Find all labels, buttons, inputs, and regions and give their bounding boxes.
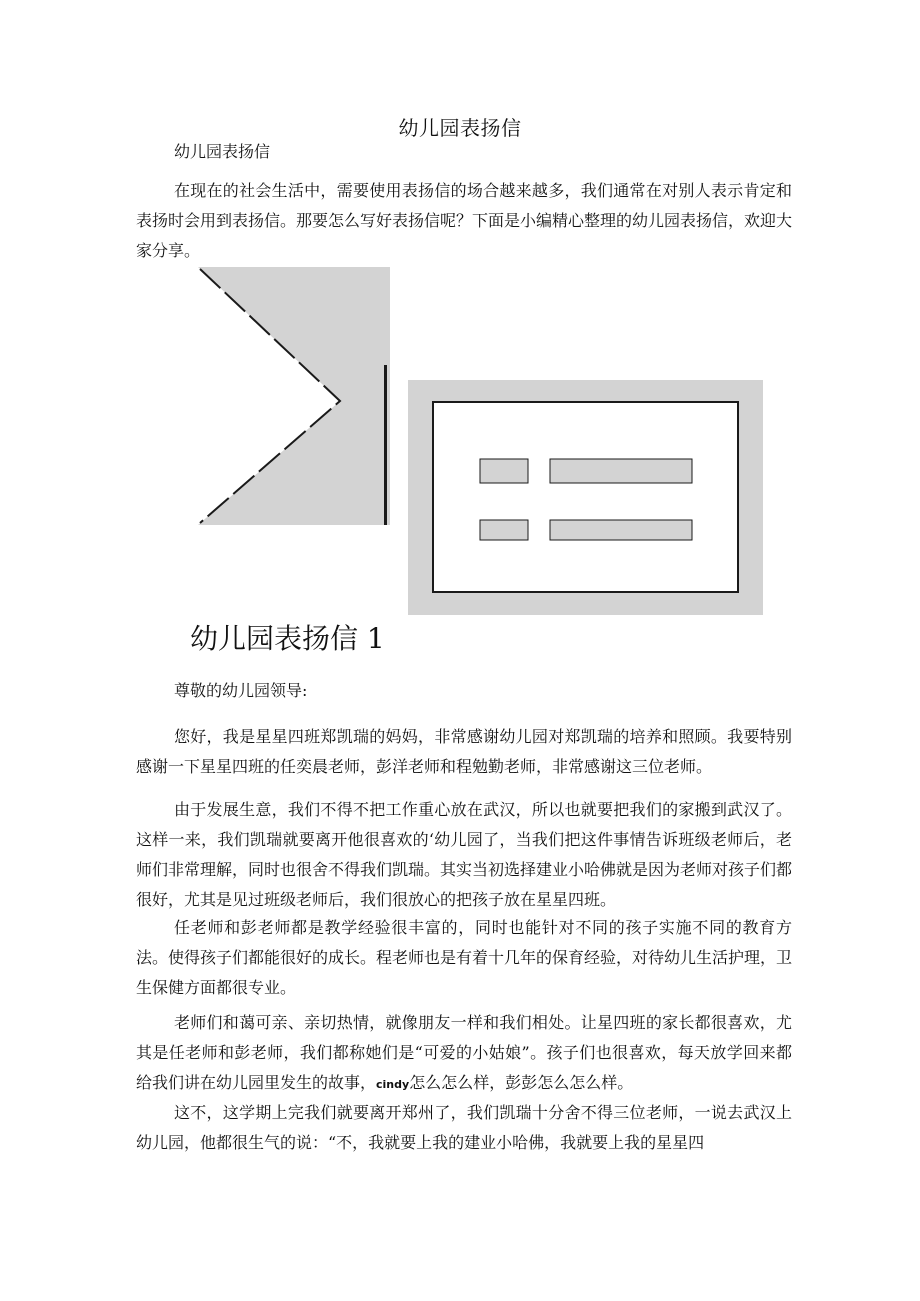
decorative-illustration [198, 267, 768, 623]
letter-paragraph-5: 这不，这学期上完我们就要离开郑州了，我们凯瑞十分舍不得三位老师，一说去武汉上幼儿园，他都很生气的说：“不，我就要上我的建业小哈佛，我就要上我的星星四 [136, 1103, 792, 1152]
letter-paragraph-4 [136, 1008, 792, 1100]
name-cindy: cindy [376, 1078, 410, 1091]
intro-paragraph: 在现在的社会生活中，需要使用表扬信的场合越来越多，我们通常在对别人表示肯定和表扬时会用到表扬信。那要怎么写好表扬信呢？下面是小编精心整理的幼儿园表扬信，欢迎大家分享。 [136, 181, 793, 260]
paragraph-4-end: 怎么怎么样，彭彭怎么怎么样。 [409, 1073, 634, 1092]
paragraph-4-start: 老师们和蔼可亲、亲切热情，就像朋友一样和我们相处。让星四班的家长都很喜欢，尤其是任老师和彭老师，我们都称她们是“可爱的小姑娘”。孩子们也很喜欢，每天放学回来都给我们讲在幼儿园里发生的故事， [136, 1013, 792, 1092]
form-panel-inner [433, 402, 738, 592]
arrow-and-form-graphic [198, 267, 768, 619]
letter-paragraph-2: 由于发展生意，我们不得不把工作重心放在武汉，所以也就要把我们的家搬到武汉了。这样一来，我们凯瑞就要离开他很喜欢的‘幼儿园了，当我们把这件事情告诉班级老师后，老师们非常理解，同时也很舍不得我们凯瑞。其实当初选择建业小哈佛就是因为老师对孩子们都很好，尤其是见过班级老师后，我们很放心的把孩子放在星星四班。 [136, 800, 793, 909]
form-label-box [480, 459, 528, 483]
chevron-shape-icon [198, 267, 390, 525]
letter-paragraph-1: 您好，我是星星四班郑凯瑞的妈妈，非常感谢幼儿园对郑凯瑞的培养和照顾。我要特别感谢一下星星四班的任奕晨老师，彭洋老师和程勉勤老师，非常感谢这三位老师。 [136, 727, 792, 776]
letter-paragraph-3: 任老师和彭老师都是教学经验很丰富的，同时也能针对不同的孩子实施不同的教育方法。使得孩子们都能很好的成长。程老师也是有着十几年的保育经验，对待幼儿生活护理，卫生保健方面都很专业。 [136, 918, 793, 997]
document-title: 幼儿园表扬信 [398, 116, 522, 140]
form-field-box [550, 459, 692, 483]
form-field-box [550, 520, 692, 540]
document-subtitle: 幼儿园表扬信 [174, 142, 271, 161]
section-heading: 幼儿园表扬信 1 [190, 622, 385, 655]
letter-salutation: 尊敬的幼儿园领导: [174, 681, 308, 700]
form-label-box [480, 520, 528, 540]
divider-bar [384, 365, 387, 525]
